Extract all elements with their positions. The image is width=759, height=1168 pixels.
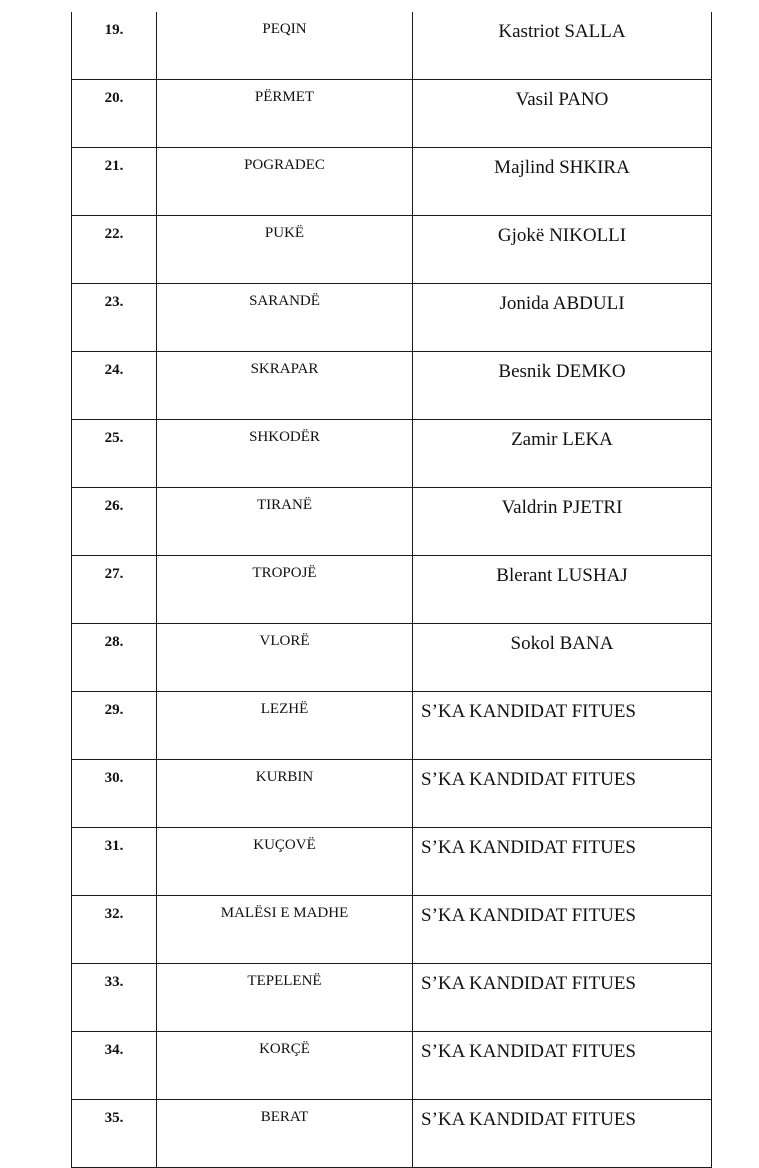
row-number-cell: 21. bbox=[72, 148, 157, 216]
row-number-cell: 25. bbox=[72, 420, 157, 488]
municipality-cell: PEQIN bbox=[157, 12, 413, 80]
table-row bbox=[72, 760, 712, 828]
row-number-cell: 34. bbox=[72, 1032, 157, 1100]
table-row bbox=[72, 828, 712, 896]
candidate-cell: Kastriot SALLA bbox=[413, 12, 712, 80]
table-row bbox=[72, 148, 712, 216]
candidate-cell: S’KA KANDIDAT FITUES bbox=[413, 1032, 712, 1100]
row-number-cell: 24. bbox=[72, 352, 157, 420]
table-row bbox=[72, 964, 712, 1032]
candidate-cell: Sokol BANA bbox=[413, 624, 712, 692]
table-row bbox=[72, 420, 712, 488]
candidate-cell: Zamir LEKA bbox=[413, 420, 712, 488]
row-number-cell: 33. bbox=[72, 964, 157, 1032]
municipality-cell: TROPOJË bbox=[157, 556, 413, 624]
candidate-cell: Valdrin PJETRI bbox=[413, 488, 712, 556]
table-row bbox=[72, 352, 712, 420]
municipality-cell: LEZHË bbox=[157, 692, 413, 760]
row-number-cell: 19. bbox=[72, 12, 157, 80]
row-number-cell: 26. bbox=[72, 488, 157, 556]
candidate-cell: Gjokë NIKOLLI bbox=[413, 216, 712, 284]
results-table bbox=[71, 12, 712, 1168]
municipality-cell: KUÇOVË bbox=[157, 828, 413, 896]
table-row bbox=[72, 216, 712, 284]
table-row bbox=[72, 1100, 712, 1168]
candidate-cell: Blerant LUSHAJ bbox=[413, 556, 712, 624]
municipality-cell: MALËSI E MADHE bbox=[157, 896, 413, 964]
table-row bbox=[72, 80, 712, 148]
results-table-container bbox=[71, 12, 711, 1168]
candidate-cell: Besnik DEMKO bbox=[413, 352, 712, 420]
row-number-cell: 35. bbox=[72, 1100, 157, 1168]
municipality-cell: TEPELENË bbox=[157, 964, 413, 1032]
municipality-cell: TIRANË bbox=[157, 488, 413, 556]
municipality-cell: POGRADEC bbox=[157, 148, 413, 216]
municipality-cell: PUKË bbox=[157, 216, 413, 284]
candidate-cell: S’KA KANDIDAT FITUES bbox=[413, 896, 712, 964]
municipality-cell: BERAT bbox=[157, 1100, 413, 1168]
row-number-cell: 31. bbox=[72, 828, 157, 896]
table-row bbox=[72, 12, 712, 80]
table-row bbox=[72, 692, 712, 760]
row-number-cell: 22. bbox=[72, 216, 157, 284]
table-row bbox=[72, 488, 712, 556]
municipality-cell: PËRMET bbox=[157, 80, 413, 148]
candidate-cell: S’KA KANDIDAT FITUES bbox=[413, 760, 712, 828]
candidate-cell: S’KA KANDIDAT FITUES bbox=[413, 828, 712, 896]
table-row bbox=[72, 896, 712, 964]
candidate-cell: Majlind SHKIRA bbox=[413, 148, 712, 216]
row-number-cell: 27. bbox=[72, 556, 157, 624]
row-number-cell: 28. bbox=[72, 624, 157, 692]
candidate-cell: Vasil PANO bbox=[413, 80, 712, 148]
municipality-cell: VLORË bbox=[157, 624, 413, 692]
candidate-cell: Jonida ABDULI bbox=[413, 284, 712, 352]
row-number-cell: 20. bbox=[72, 80, 157, 148]
row-number-cell: 32. bbox=[72, 896, 157, 964]
row-number-cell: 30. bbox=[72, 760, 157, 828]
candidate-cell: S’KA KANDIDAT FITUES bbox=[413, 692, 712, 760]
table-row bbox=[72, 556, 712, 624]
municipality-cell: SARANDË bbox=[157, 284, 413, 352]
municipality-cell: SHKODËR bbox=[157, 420, 413, 488]
results-table-body bbox=[72, 12, 712, 1168]
candidate-cell: S’KA KANDIDAT FITUES bbox=[413, 1100, 712, 1168]
table-row bbox=[72, 624, 712, 692]
row-number-cell: 23. bbox=[72, 284, 157, 352]
municipality-cell: SKRAPAR bbox=[157, 352, 413, 420]
row-number-cell: 29. bbox=[72, 692, 157, 760]
table-row bbox=[72, 284, 712, 352]
table-row bbox=[72, 1032, 712, 1100]
candidate-cell: S’KA KANDIDAT FITUES bbox=[413, 964, 712, 1032]
municipality-cell: KURBIN bbox=[157, 760, 413, 828]
municipality-cell: KORÇË bbox=[157, 1032, 413, 1100]
